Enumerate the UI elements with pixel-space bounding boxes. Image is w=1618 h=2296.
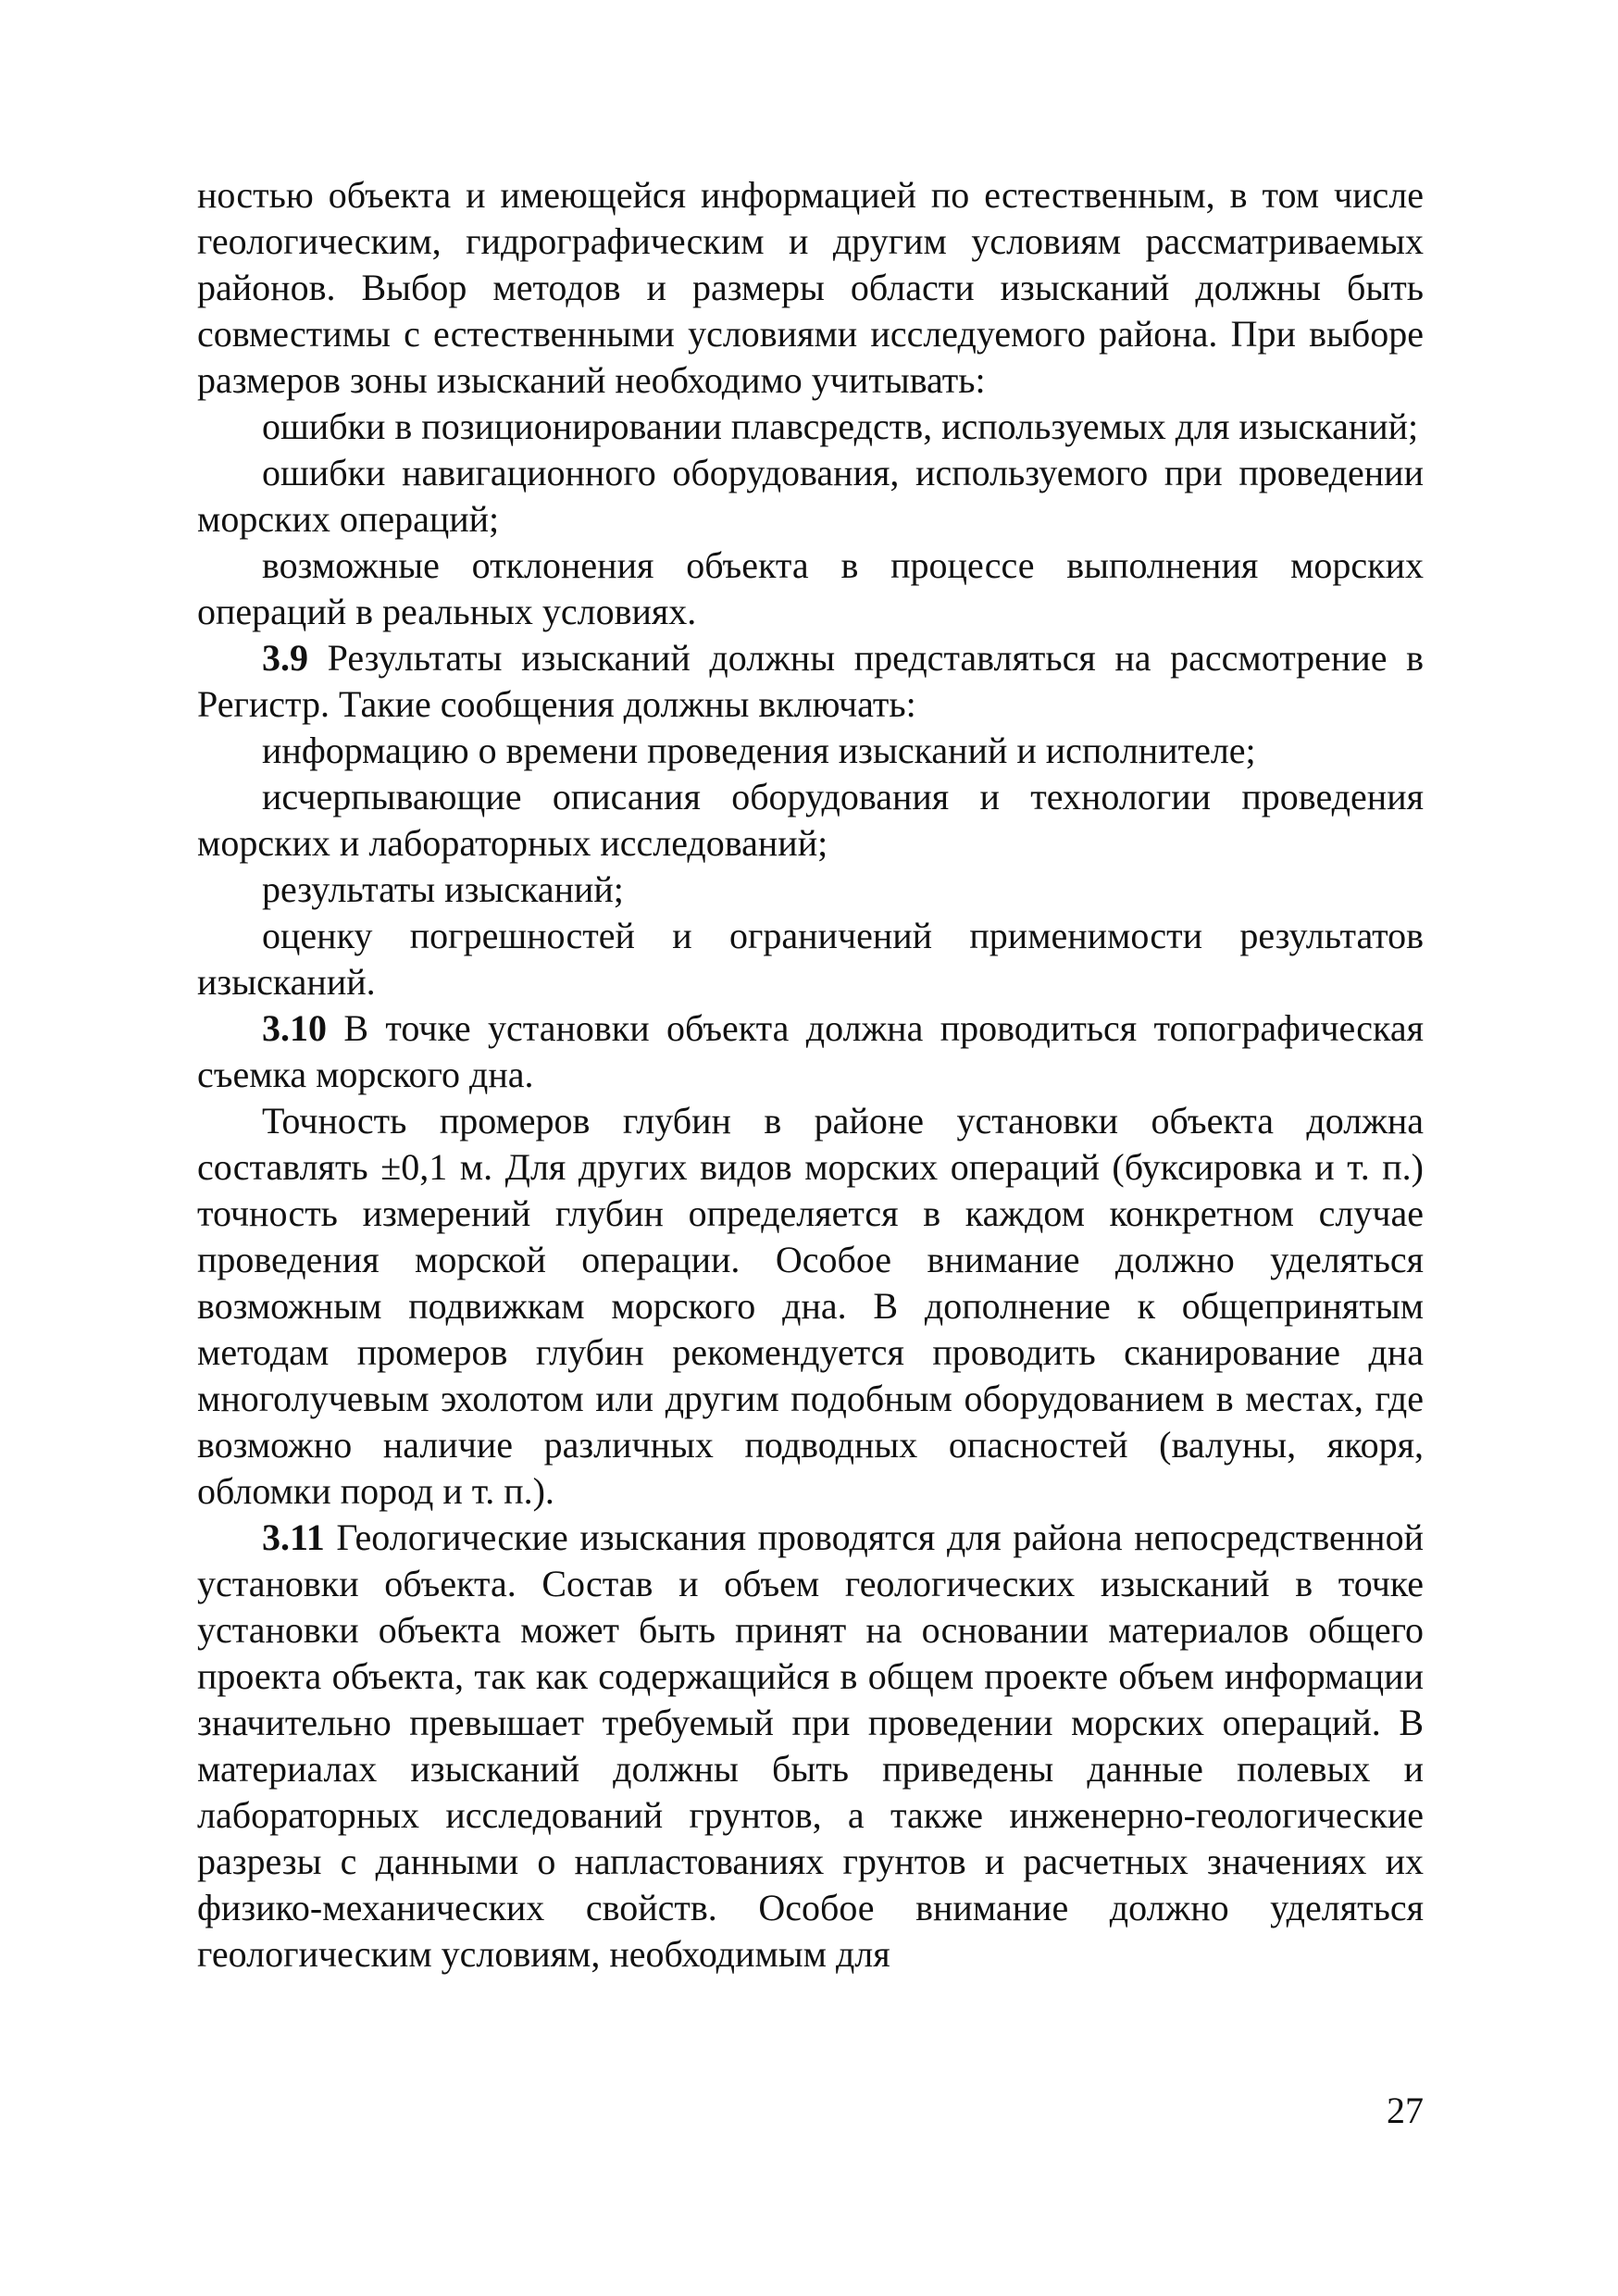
list-item: результаты изысканий; [262, 868, 624, 910]
paragraph: Точность промеров глубин в районе установки объекта должна составлять ±0,1 м. Для других видов морских операций (буксировка и т. п.) точность измерений глубин определяется в каждом конкретном случае проведения морской операции. Особое внимание должно уделяться возможным подвижкам морского дна. В дополнение к общепринятым методам промеров глубин рекомендуется проводить сканирование дна многолучевым эхолотом или другим подобным оборудованием в местах, где возможно наличие различных подводных опасностей (валуны, якоря, обломки пород и т. п.). [197, 1100, 1424, 1512]
list-item: ошибки в позиционировании плавсредств, используемых для изысканий; [262, 406, 1419, 447]
clause-number: 3.10 [262, 1007, 327, 1049]
clause-number: 3.9 [262, 637, 308, 679]
list-item: возможные отклонения объекта в процессе выполнения морских операций в реальных условиях. [197, 544, 1424, 632]
clause-3-9: 3.9 Результаты изысканий должны представляться на рассмотрение в Регистр. Такие сообщения должны включать: [197, 637, 1424, 725]
clause-3-11: 3.11 Геологические изыскания проводятся для района непосредственной установки объекта. Состав и объем геологических изысканий в точке установки объекта может быть принят на основании материалов общего проекта объекта, так как содержащийся в общем проекте объем информации значительно превышает требуемый при проведении морских операций. В материалах изысканий должны быть приведены данные полевых и лабораторных исследований грунтов, а также инженерно-геологические разрезы с данными о напластованиях грунтов и расчетных значениях их физико-механических свойств. Особое внимание должно уделяться геологическим условиям, необходимым для [197, 1516, 1424, 1975]
list-item: ошибки навигационного оборудования, используемого при проведении морских операций; [197, 452, 1424, 540]
paragraph-continuation: ностью объекта и имеющейся информацией по естественным, в том числе геологическим, гидрографическим и другим условиям рассматриваемых районов. Выбор методов и размеры области изысканий должны быть совместимы с естественными условиями исследуемого района. При выборе размеров зоны изысканий необходимо учитывать: [197, 174, 1424, 401]
list-item: оценку погрешностей и ограничений применимости результатов изысканий. [197, 915, 1424, 1003]
body-text [197, 172, 1424, 1978]
clause-number: 3.11 [262, 1516, 325, 1558]
list-item: исчерпывающие описания оборудования и технологии проведения морских и лабораторных исследований; [197, 776, 1424, 864]
list-item: информацию о времени проведения изысканий и исполнителе; [262, 730, 1256, 771]
page-number: 27 [1387, 2090, 1424, 2131]
clause-3-10: 3.10 В точке установки объекта должна проводиться топографическая съемка морского дна. [197, 1007, 1424, 1095]
